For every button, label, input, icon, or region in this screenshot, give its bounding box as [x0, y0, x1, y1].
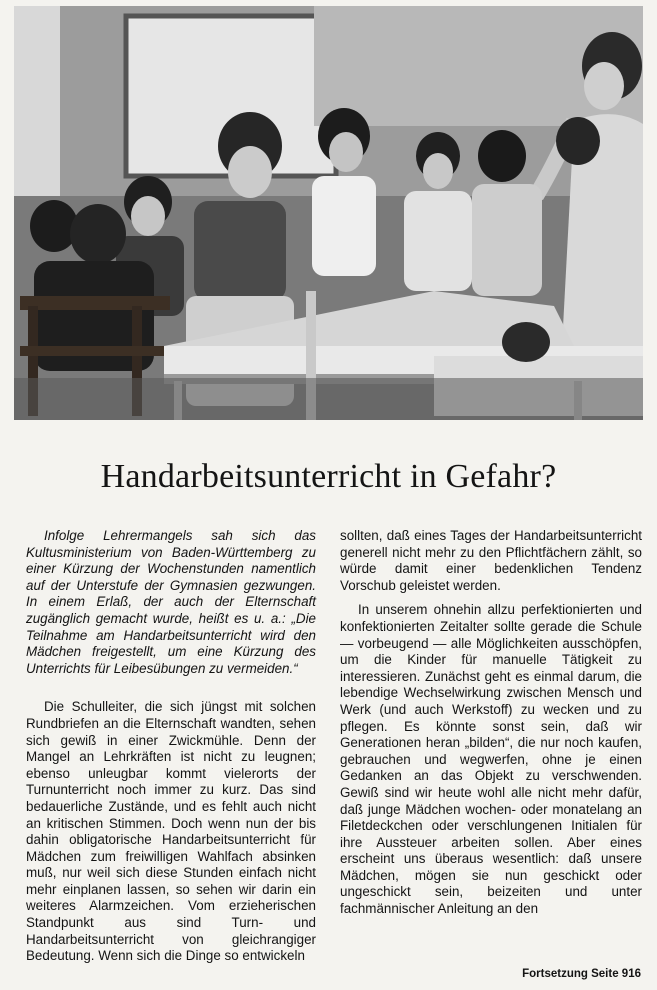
article-paragraph: In unserem ohnehin allzu perfektionierten und konfektionierten Zeitalter sollte gerade die Schule — vorbeugend — alle Möglichkeiten ausschöpfen, um die Kinder für manuelle Tätigkeit zu interessieren. Zunächst geht es einmal darum, die lebendige Wechselwirkung zwischen Mensch und Werk (und auch Werkstoff) zu wecken und zu pflegen. Es könnte sonst sein, daß wir Generationen heran „bilden“, die nur noch kaufen, gebrauchen und wegwerfen, ohne je einen Gedanken an das Objekt zu verschwenden. Gewiß sind wir heute wohl alle nicht mehr dafür, daß junge Mädchen wochen- oder monatelang an Filetdeckchen oder verschlungenen Initialen für ihre Aussteuer arbeiten sollen. Aber eines erscheint uns überaus wesentlich: daß unsere Mädchen, mögen sie nun geschickt oder ungeschickt sein, beizeiten und unter fachmännischer Anleitung an den — [340, 602, 642, 917]
article-paragraph: Die Schulleiter, die sich jüngst mit solchen Rundbriefen an die Elternschaft wandten, sehen sich gewiß in einer Zwickmühle. Denn der Mangel an Lehrkräften ist nicht zu leugnen; ebenso unleugbar kommt vielerorts der Turnunterricht noch immer zu kurz. Das sind bedauerliche Zustände, und es fehlt auch nicht an kritischen Stimmen. Doch wenn nun der bis dahin obligatorische Handarbeitsunterricht für Mädchen zum freiwilligen Wahlfach absinken muß, nur weil sich diese Stunden einfach nicht mehr einplanen lassen, so sehen wir darin ein weiteres Alarmzeichen. Vom erzieherischen Standpunkt aus sind Turn- und Handarbeitsunterricht von gleichrangiger Bedeutung. Wenn sich die Dinge so entwickeln — [26, 699, 316, 964]
article-column-right — [340, 528, 642, 918]
article-lead: Infolge Lehrermangels sah sich das Kultusministerium von Baden-Württemberg zu einer Kürzung der Wochenstunden namentlich auf der Unterstufe der Gymnasien gezwungen. In einem Erlaß, der auch der Elternschaft zugänglich gemacht wurde, heißt es u. a.: „Die Teilnahme am Handarbeitsunterricht wird den Mädchen freigestellt, um eine Kürzung des Unterrichts für Leibesübungen zu vermeiden.“ — [26, 528, 316, 676]
article-paragraph-continued: sollten, daß eines Tages der Handarbeitsunterricht generell nicht mehr zu den Pflichtfächern zählt, so würde damit einer bedenklichen Tendenz Vorschub geleistet werden. — [340, 528, 642, 593]
classroom-photo — [14, 6, 643, 420]
continuation-note[interactable]: Fortsetzung Seite 916 — [522, 968, 641, 980]
article-column-left — [26, 528, 316, 965]
article-headline: Handarbeitsunterricht in Gefahr? — [100, 458, 557, 495]
classroom-weaving-photo-icon — [14, 6, 643, 420]
